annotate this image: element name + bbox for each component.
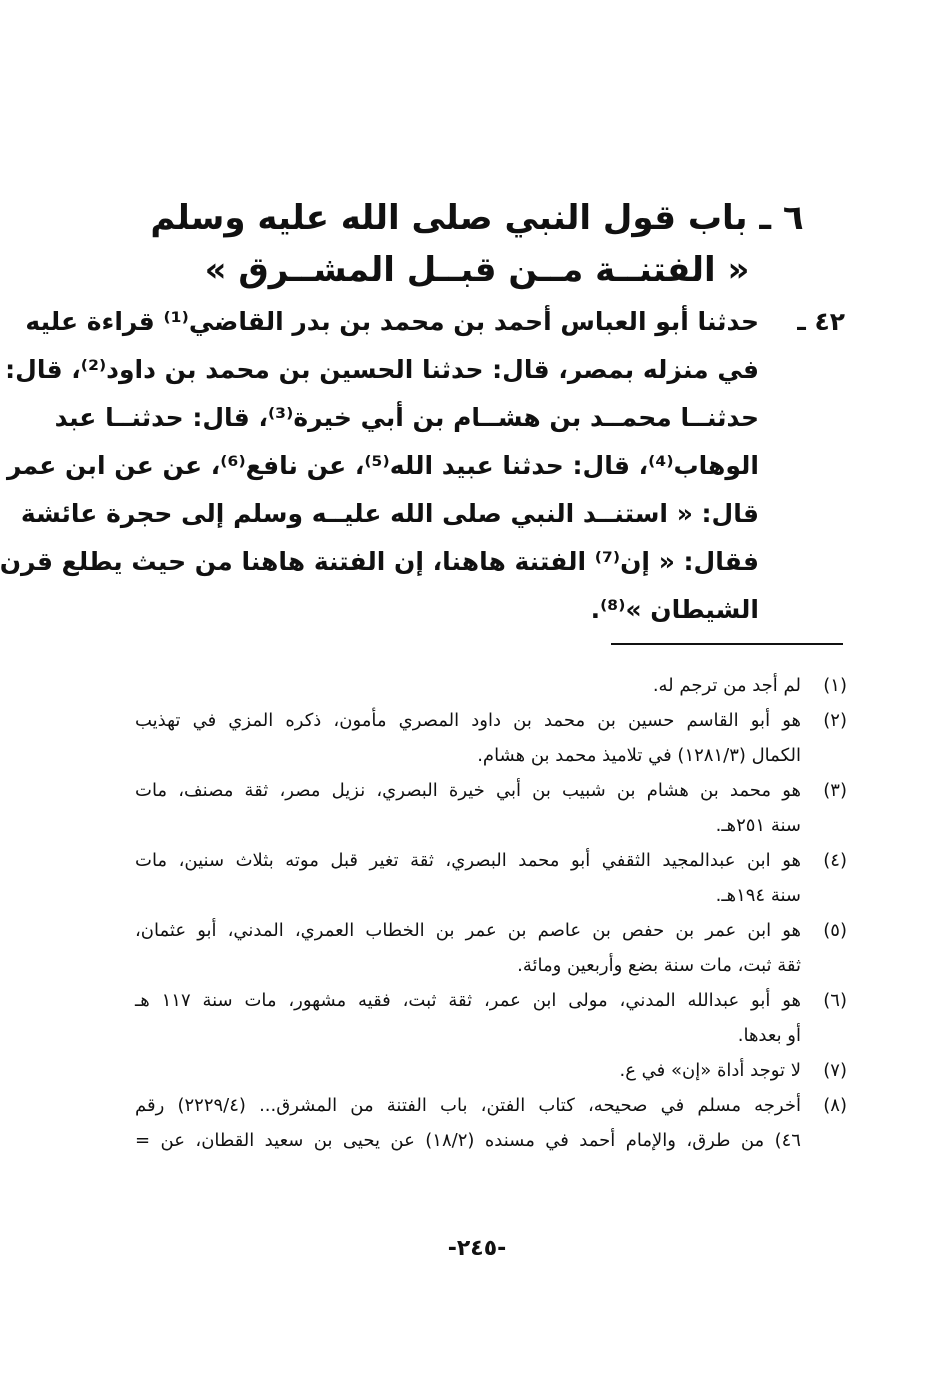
footnote-4 xyxy=(135,843,847,913)
footnote-number: (٦) xyxy=(823,990,847,1011)
footnote-number: (٥) xyxy=(823,920,847,941)
footnote-separator xyxy=(611,643,843,645)
chapter-title-line-1: ٦ ـ باب قول النبي صلى الله عليه وسلم xyxy=(150,198,804,238)
footnote-8 xyxy=(135,1088,847,1158)
footnote-3 xyxy=(135,773,847,843)
footnote-5 xyxy=(135,913,847,983)
footnotes xyxy=(135,668,847,1158)
footnote-text: هو ابن عبدالمجيد الثقفي أبو محمد البصري، ثقة تغير قبل موته بثلاث سنين، مات xyxy=(135,850,801,871)
footnote-number: (٨) xyxy=(823,1095,847,1116)
hadith-line: الوهاب⁽⁴⁾، قال: حدثنا عبيد الله⁽⁵⁾، عن نافع⁽⁶⁾، عن عن ابن عمر xyxy=(6,451,759,480)
footnote-number: (٤) xyxy=(823,850,847,871)
footnote-number: (٧) xyxy=(823,1060,847,1081)
page-number: -٢٤٥- xyxy=(447,1236,507,1261)
footnote-text: لم أجد من ترجم له. xyxy=(652,675,801,696)
footnote-7 xyxy=(135,1053,847,1088)
footnote-text: سنة ١٩٤هـ. xyxy=(715,885,801,906)
footnote-text: هو محمد بن هشام بن شبيب بن أبي خيرة البصري، نزيل مصر، ثقة مصنف، مات xyxy=(135,780,801,801)
hadith-line: فقال: « إن⁽⁷⁾ الفتنة هاهنا، إن الفتنة هاهنا من حيث يطلع قرن xyxy=(0,547,759,576)
footnote-text: الكمال (١٢٨١/٣) في تلاميذ محمد بن هشام. xyxy=(477,745,801,766)
hadith-line: الشيطان »⁽⁸⁾. xyxy=(590,595,759,624)
footnote-text: لا توجد أداة «إن» في ع. xyxy=(619,1060,801,1081)
footnote-text: ٤٦) من طرق، والإمام أحمد في مسنده (١٨/٢) عن يحيى بن سعيد القطان، عن = xyxy=(135,1130,801,1151)
footnote-text: هو ابن عمر بن حفص بن عاصم بن عمر بن الخطاب العمري، المدني، أبو عثمان، xyxy=(135,920,801,941)
footnote-2 xyxy=(135,703,847,773)
footnote-text: ثقة ثبت، مات سنة بضع وأربعين ومائة. xyxy=(517,955,801,976)
hadith-line: حدثنا أبو العباس أحمد بن محمد بن بدر القاضي⁽¹⁾ قراءة عليه xyxy=(25,307,759,336)
footnote-6 xyxy=(135,983,847,1053)
hadith-text xyxy=(0,298,759,634)
footnote-number: (١) xyxy=(823,675,847,696)
footnote-number: (٣) xyxy=(823,780,847,801)
chapter-title-line-2: « الفتنــة مــن قبــل المشــرق » xyxy=(204,250,750,290)
footnote-text: سنة ٢٥١هـ. xyxy=(715,815,801,836)
footnote-text: أخرجه مسلم في صحيحه، كتاب الفتن، باب الفتنة من المشرق... (٢٢٢٩/٤) رقم xyxy=(135,1095,801,1116)
chapter-title xyxy=(127,192,827,296)
footnote-number: (٢) xyxy=(823,710,847,731)
footnote-text: هو أبو عبدالله المدني، مولى ابن عمر، ثقة ثبت، فقيه مشهور، مات سنة ١١٧ هـ xyxy=(135,990,801,1011)
footnote-text: أو بعدها. xyxy=(737,1025,801,1046)
footnote-text: هو أبو القاسم حسين بن محمد بن داود المصري مأمون، ذكره المزي في تهذيب xyxy=(135,710,801,731)
hadith-number: ٤٢ ـ xyxy=(797,307,845,336)
hadith-line: في منزله بمصر، قال: حدثنا الحسين بن محمد بن داود⁽²⁾، قال: xyxy=(5,355,759,384)
footnote-1 xyxy=(135,668,847,703)
hadith-block xyxy=(0,298,845,634)
hadith-line: قال: « استنــد النبي صلى الله عليــه وسلم إلى حجرة عائشة xyxy=(20,499,759,528)
hadith-line: حدثنــا محمــد بن هشــام بن أبي خيرة⁽³⁾، قال: حدثنــا عبد xyxy=(54,403,759,432)
